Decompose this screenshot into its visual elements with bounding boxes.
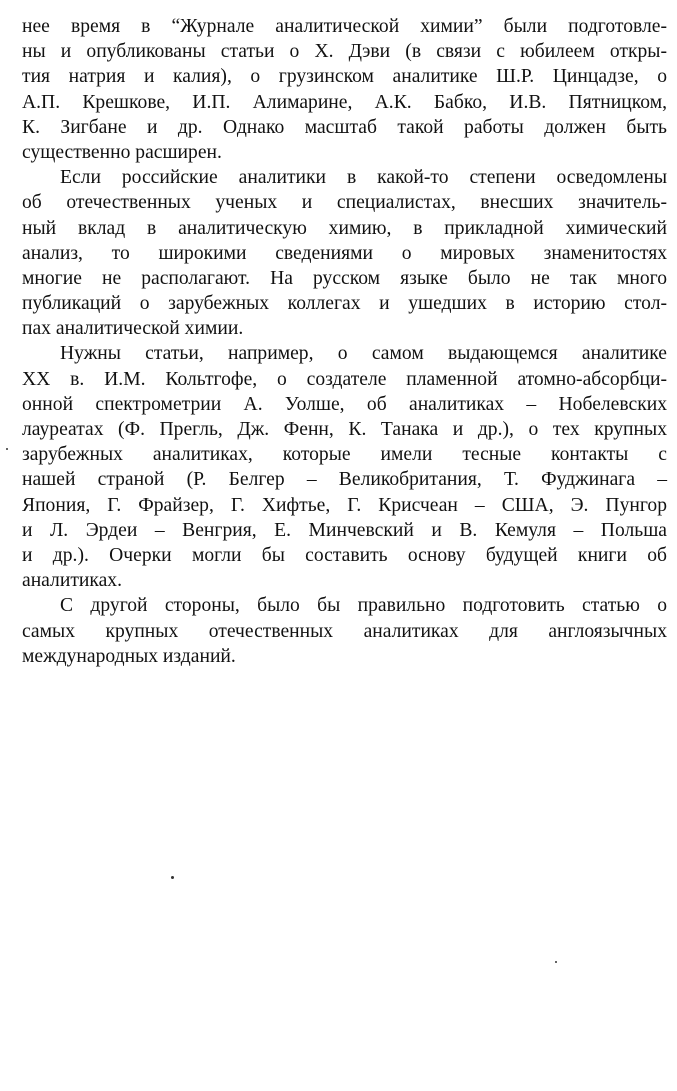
text-line: онной спектрометрии А. Уолше, об аналитиках – Нобелевских [22,393,667,415]
document-page [22,14,667,669]
text-line: международных изданий. [22,645,236,667]
text-line: публикаций о зарубежных коллегах и ушедших в историю стол- [22,293,667,315]
paragraph-4 [22,593,667,669]
paragraph-3 [22,341,667,593]
paragraph-1 [22,14,667,165]
text-line: ный вклад в аналитическую химию, в прикладной химический [22,217,667,239]
scan-speck [171,876,174,879]
text-line: тия натрия и калия), о грузинском аналитике Ш.Р. Цинцадзе, о [22,66,667,88]
text-line: многие не располагают. На русском языке было не так много [22,267,667,289]
text-line: самых крупных отечественных аналитиках для англоязычных [22,620,667,642]
text-line: К. Зигбане и др. Однако масштаб такой работы должен быть [22,116,667,138]
text-line: А.П. Крешкове, И.П. Алимарине, А.К. Бабко, И.В. Пятницком, [22,91,667,113]
scan-speck [555,961,557,963]
text-line: Япония, Г. Фрайзер, Г. Хифтье, Г. Крисчеан – США, Э. Пунгор [22,494,667,516]
text-line: анализ, то широкими сведениями о мировых знаменитостях [22,242,667,264]
text-line: С другой стороны, было бы правильно подготовить статью о [60,595,667,617]
text-line: XX в. И.М. Кольтгофе, о создателе пламенной атомно-абсорбци- [22,368,667,390]
text-line: ны и опубликованы статьи о Х. Дэви (в связи с юбилеем откры- [22,41,667,63]
text-line: нее время в “Журнале аналитической химии” были подготовле- [22,16,667,37]
text-line: существенно расширен. [22,141,222,163]
text-line: и др.). Очерки могли бы составить основу будущей книги об [22,544,667,566]
text-line: и Л. Эрдеи – Венгрия, Е. Минчевский и В. Кемуля – Польша [22,519,667,541]
text-line: об отечественных ученых и специалистах, внесших значитель- [22,192,667,214]
scan-speck [6,448,8,450]
text-line: пах аналитической химии. [22,318,244,340]
text-line: Нужны статьи, например, о самом выдающемся аналитике [60,343,667,365]
text-line: нашей страной (Р. Белгер – Великобритания, Т. Фуджинага – [22,469,667,491]
text-line: аналитиках. [22,570,122,592]
text-line: лауреатах (Ф. Прегль, Дж. Фенн, К. Танака и др.), о тех крупных [22,419,667,440]
text-line: зарубежных аналитиках, которые имели тесные контакты с [22,444,667,466]
text-line: Если российские аналитики в какой-то степени осведомлены [60,167,667,189]
paragraph-2 [22,165,667,341]
